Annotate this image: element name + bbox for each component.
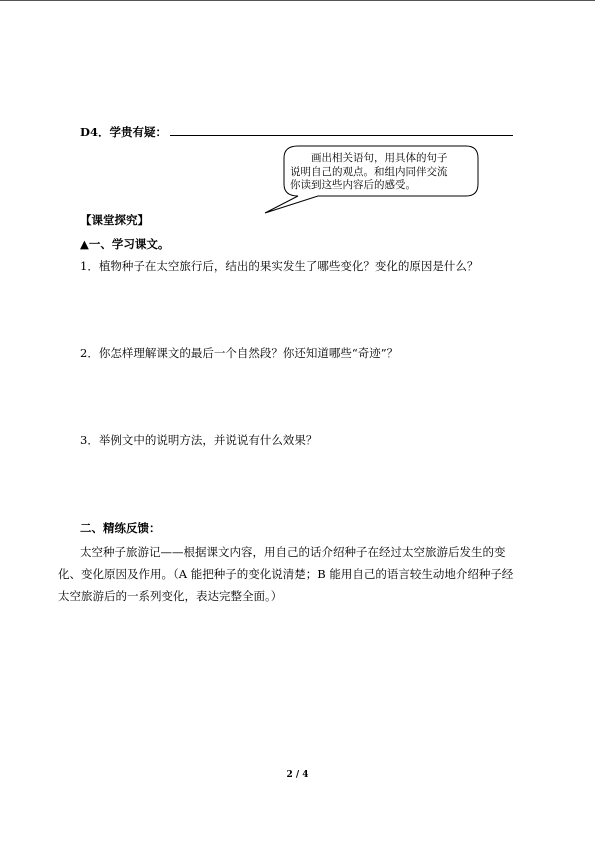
question-1: 1．植物种子在太空旅行后，结出的果实发生了哪些变化？变化的原因是什么？ xyxy=(80,259,479,273)
callout-line: 画出相关语句，用具体的句子 xyxy=(311,152,448,164)
d4-label: D4．学贵有疑： xyxy=(80,125,167,139)
subsection-title: ▲一、学习课文。 xyxy=(80,237,170,251)
callout-line: 说明自己的观点。和组内同伴交流 xyxy=(290,165,448,178)
section-title: 【课堂探究】 xyxy=(80,213,149,227)
callout-line: 你读到这些内容后的感受。 xyxy=(290,179,416,191)
feedback-paragraph xyxy=(58,541,520,607)
page-number: 2 / 4 xyxy=(286,770,309,780)
question-2: 2．你怎样理解课文的最后一个自然段？你还知道哪些“奇迹”？ xyxy=(80,346,399,360)
question-3: 3．举例文中的说明方法，并说说有什么效果？ xyxy=(80,433,318,447)
feedback-title: 二、精练反馈： xyxy=(80,521,161,535)
feedback-line-3: 太空旅游后的一系列变化，表达完整全面。） xyxy=(58,589,283,603)
feedback-line-1: 太空种子旅游记——根据课文内容，用自己的话介绍种子在经过太空旅游后发生的变 xyxy=(80,545,506,559)
feedback-line-2: 化、变化原因及作用。（A 能把种子的变化说清楚；B 能用自己的语言较生动地介绍种子经 xyxy=(58,567,514,581)
callout-text xyxy=(290,152,470,193)
